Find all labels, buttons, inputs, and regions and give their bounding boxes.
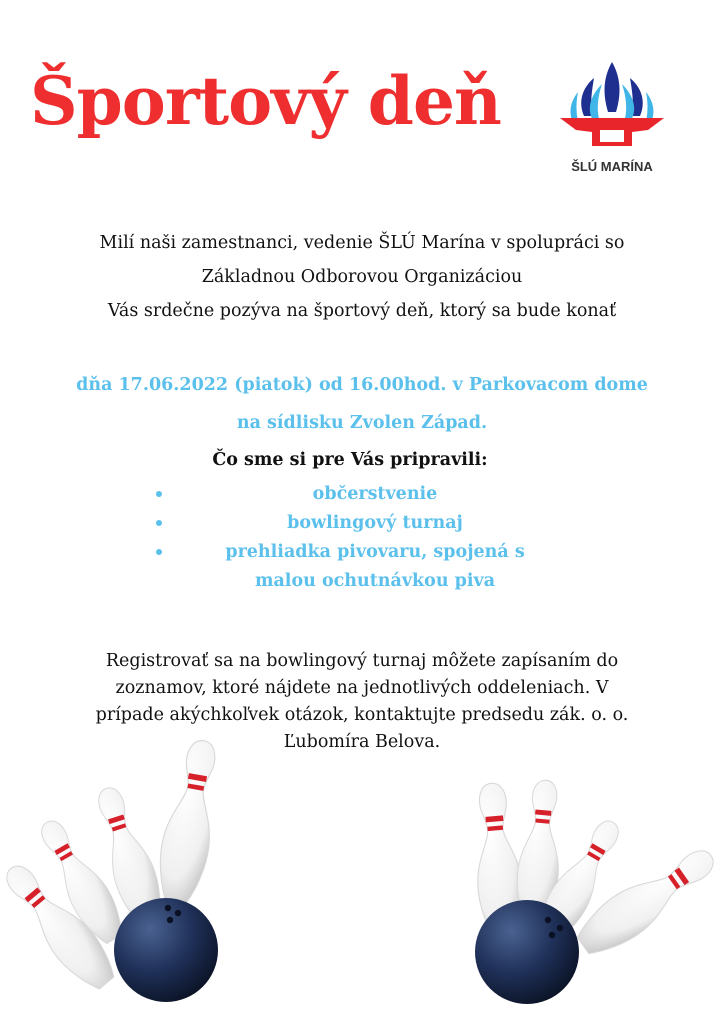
offer-item-label: bowlingový turnaj — [287, 513, 463, 533]
bullet-icon — [156, 491, 162, 497]
logo-jet-center — [605, 62, 620, 112]
date-line: na sídlisku Zvolen Západ. — [236, 413, 488, 433]
offer-item — [150, 480, 590, 509]
registration-line: prípade akýchkoľvek otázok, kontaktujte predsedu zák. o. o. — [95, 705, 629, 725]
offer-item-label: prehliadka pivovaru, spojená s — [225, 542, 525, 562]
intro-line: Vás srdečne pozýva na športový deň, ktorý sa bude konať — [107, 301, 617, 321]
bowling-ball-icon — [114, 898, 218, 1002]
offer-item-continuation — [150, 567, 590, 596]
date-line: dňa 17.06.2022 (piatok) od 16.00hod. v Parkovacom dome — [76, 375, 648, 395]
event-date-location — [0, 366, 724, 442]
offer-item-label: občerstvenie — [312, 484, 438, 504]
logo-caption: ŠLÚ MARÍNA — [571, 159, 653, 174]
offer-item — [150, 538, 590, 567]
page-title: Športový deň — [30, 62, 501, 140]
bullet-icon — [156, 549, 162, 555]
intro-line: Základnou Odborovou Organizáciou — [201, 267, 523, 287]
bullet-icon — [156, 520, 162, 526]
intro-paragraph — [0, 226, 724, 328]
offer-heading: Čo sme si pre Vás pripravili: — [212, 450, 488, 470]
offer-item-label: malou ochutnávkou piva — [254, 571, 496, 591]
intro-line: Milí naši zamestnanci, vedenie ŠLÚ Marína v spolupráci so — [99, 233, 625, 253]
offer-item — [150, 509, 590, 538]
bowling-illustration — [0, 730, 724, 1024]
bowling-ball-icon — [475, 900, 579, 1004]
registration-line: Ľubomíra Belova. — [283, 732, 441, 752]
pin-icon — [153, 737, 227, 906]
registration-line: Registrovať sa na bowlingový turnaj môžete zapísaním do — [105, 651, 619, 671]
registration-line: zoznamov, ktoré nájdete na jednotlivých oddeleniach. V — [115, 678, 609, 698]
offer-list — [150, 480, 590, 596]
slu-marina-logo — [556, 56, 668, 176]
